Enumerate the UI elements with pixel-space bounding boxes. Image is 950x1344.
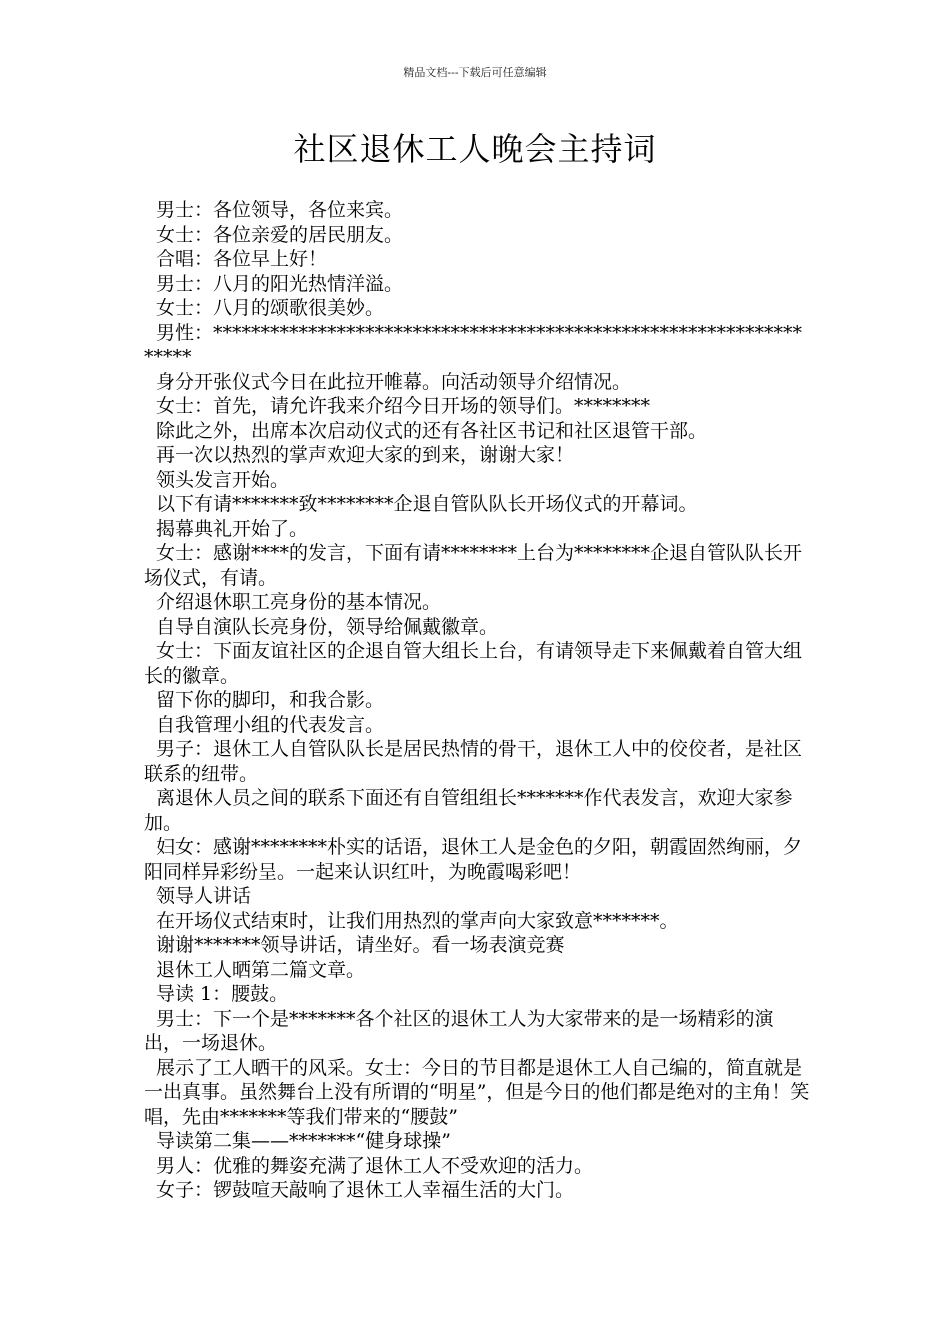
paragraph: 展示了工人晒干的风采。女士：今日的节目都是退休工人自己编的，简直就是一出真事。虽然舞台上没有所谓的“明星”，但是今日的他们都是绝对的主角！笑唱，先由*******等我们带来的“腰鼓” [144, 1056, 810, 1128]
paragraph: 揭幕典礼开始了。 [156, 517, 309, 540]
paragraph: 女士：首先，请允许我来介绍今日开场的领导们。******** [156, 395, 651, 417]
paragraph: 男士：八月的阳光热情洋溢。 [156, 272, 404, 295]
paragraph: 自导自演队长亮身份，领导给佩戴徽章。 [156, 615, 499, 638]
paragraph: 女士：感谢****的发言，下面有请********上台为********企退自管队队长开场仪式，有请。 [144, 542, 803, 589]
paragraph: 男士：下一个是*******各个社区的退休工人为大家带来的是一场精彩的演出，一场退休。 [144, 1007, 774, 1054]
paragraph: 女士：各位亲爱的居民朋友。 [156, 223, 404, 246]
document-body [144, 198, 810, 1203]
paragraph: 留下你的脚印，和我合影。 [156, 689, 385, 711]
paragraph: 以下有请*******致********企退自管队队长开场仪式的开幕词。 [156, 493, 698, 515]
paragraph: 离退休人员之间的联系下面还有自管组组长*******作代表发言，欢迎大家参加。 [144, 787, 793, 834]
paragraph: 男子：退休工人自管队队长是居民热情的骨干，退休工人中的佼佼者，是社区联系的纽带。 [144, 738, 803, 785]
paragraph: 合唱：各位早上好！ [156, 248, 328, 270]
paragraph: 女士：八月的颂歌很美妙。 [156, 297, 385, 319]
paragraph: 介绍退休职工亮身份的基本情况。 [156, 591, 442, 613]
paragraph: 退休工人晒第二篇文章。 [156, 958, 366, 981]
paragraph: 女子：锣鼓喧天敲响了退休工人幸福生活的大门。 [156, 1179, 575, 1201]
paragraph: 自我管理小组的代表发言。 [156, 713, 385, 736]
paragraph: 导读 1：腰鼓。 [156, 983, 289, 1005]
page-header-note: 精品文档---下载后可任意编辑 [403, 66, 547, 79]
paragraph: 再一次以热烈的掌声欢迎大家的到来，谢谢大家！ [156, 444, 575, 466]
paragraph: 在开场仪式结束时，让我们用热烈的掌声向大家致意*******。 [156, 909, 679, 932]
paragraph: 男性：******************************************************************* [144, 321, 803, 368]
paragraph: 领头发言开始。 [156, 468, 290, 491]
paragraph: 谢谢*******领导讲话，请坐好。看一场表演竞赛 [156, 934, 565, 956]
paragraph: 导读第二集——*******“健身球操” [156, 1130, 451, 1152]
paragraph: 妇女：感谢********朴实的话语，退休工人是金色的夕阳，朝霞固然绚丽，夕阳同样异彩纷呈。一起来认识红叶，为晚霞喝彩吧！ [144, 836, 803, 883]
paragraph: 男士：各位领导，各位来宾。 [156, 199, 404, 221]
paragraph: 女士：下面友谊社区的企退自管大组长上台，有请领导走下来佩戴着自管大组长的徽章。 [144, 640, 803, 687]
paragraph: 男人：优雅的舞姿充满了退休工人不受欢迎的活力。 [156, 1154, 594, 1177]
paragraph: 身分开张仪式今日在此拉开帷幕。向活动领导介绍情况。 [156, 370, 632, 393]
paragraph: 除此之外，出席本次启动仪式的还有各社区书记和社区退管干部。 [156, 419, 708, 442]
paragraph: 领导人讲话 [156, 885, 252, 907]
document-title: 社区退休工人晚会主持词 [293, 130, 657, 168]
